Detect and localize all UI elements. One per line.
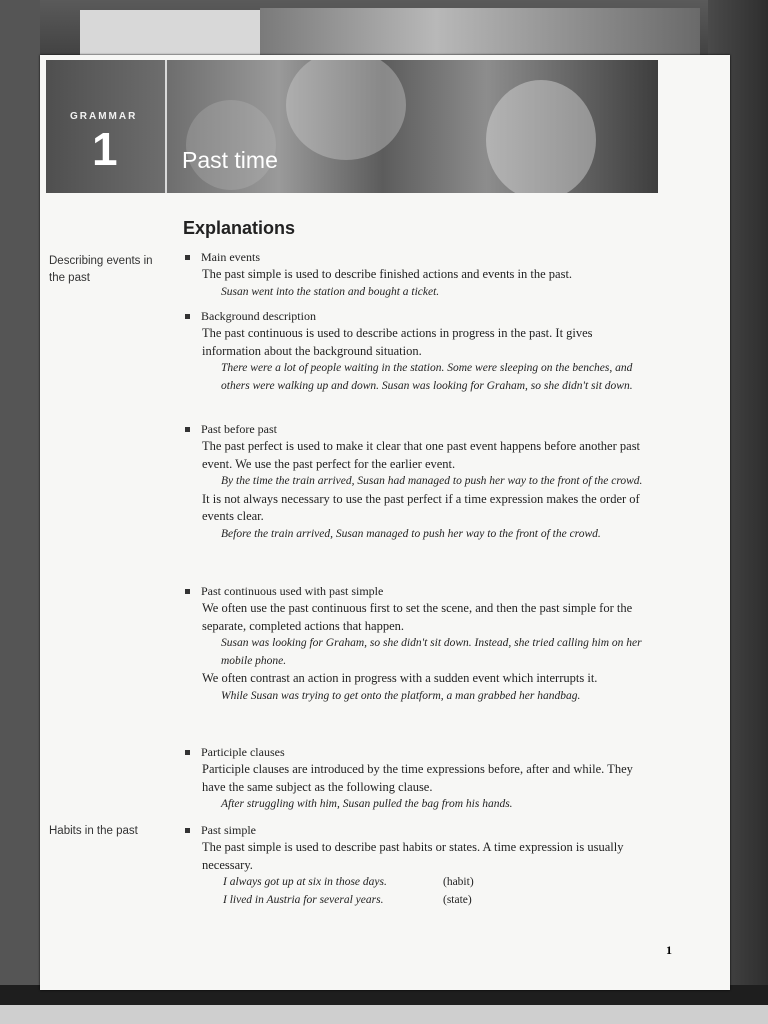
bullet-heading-text: Past before past	[201, 422, 277, 436]
side-label-habits: Habits in the past	[49, 825, 138, 837]
explanation-text: The past simple is used to describe past habits or states. A time expression is usually necessary.	[202, 840, 624, 872]
bullet-heading	[183, 744, 653, 761]
scan-shadow-strip	[260, 8, 700, 60]
example-tag: (state)	[443, 893, 472, 906]
banner-photo-shape	[186, 100, 276, 190]
bullet-heading-text: Past simple	[201, 823, 257, 837]
explanation-text-2: We often contrast an action in progress with a sudden event which interrupts it.	[202, 671, 598, 685]
explanation-text: The past simple is used to describe finished actions and events in the past.	[202, 267, 573, 281]
example-sentence-2: Before the train arrived, Susan managed to push her way to the front of the crowd.	[221, 527, 601, 540]
header-banner	[46, 60, 658, 193]
section-title: Explanations	[183, 218, 296, 238]
explanation-block	[183, 249, 653, 301]
explanation-block	[183, 421, 653, 543]
explanation-block	[183, 744, 653, 814]
explanation-block	[183, 308, 653, 395]
explanation-text: We often use the past continuous first to set the scene, and then the past simple for the separate, completed actions that happen.	[202, 601, 633, 633]
example-sentence: I lived in Austria for several years.	[223, 893, 384, 906]
bullet-heading	[183, 583, 653, 600]
scan-border-left	[0, 0, 40, 1024]
example-sentence: I always got up at six in those days.	[223, 876, 387, 888]
bullet-heading-text: Past continuous used with past simple	[201, 584, 384, 598]
explanation-text: The past perfect is used to make it clear that one past event happens before another past event. We use the past perfect for the earlier event.	[202, 439, 641, 471]
side-label-describing: Describing events in the past	[49, 255, 153, 284]
bullet-heading-text: Background description	[201, 309, 316, 323]
bullet-square-icon	[185, 255, 190, 260]
unit-title: Past time	[182, 147, 278, 173]
example-sentence: By the time the train arrived, Susan had managed to push her way to the front of the crowd.	[221, 475, 643, 487]
example-sentence: There were a lot of people waiting in the station. Some were sleeping on the benches, and others were walking up and down. Susan was looking for Graham, so she didn't sit down.	[221, 362, 633, 392]
explanation-text-2: It is not always necessary to use the past perfect if a time expression makes the order of events clear.	[202, 491, 640, 523]
banner-photo-shape	[286, 60, 406, 160]
example-row	[183, 874, 653, 892]
banner-photo-shape	[486, 80, 596, 193]
document-page	[40, 55, 730, 990]
bullet-heading	[183, 421, 653, 438]
explanation-text: The past continuous is used to describe actions in progress in the past. It gives information about the background situation.	[202, 326, 593, 358]
bullet-square-icon	[185, 427, 190, 432]
bullet-heading	[183, 822, 653, 839]
explanation-block	[183, 583, 653, 705]
bullet-square-icon	[185, 750, 190, 755]
scan-border-bottom-light	[0, 1005, 768, 1024]
example-row	[183, 892, 653, 910]
bullet-heading	[183, 249, 653, 266]
example-tag: (habit)	[443, 876, 474, 888]
explanation-text: Participle clauses are introduced by the time expressions before, after and while. They have the same subject as the following clause.	[202, 762, 633, 794]
page-number: 1	[666, 943, 672, 957]
bullet-square-icon	[185, 314, 190, 319]
banner-divider	[165, 60, 167, 193]
example-sentence: After struggling with him, Susan pulled the bag from his hands.	[221, 798, 513, 810]
bullet-heading-text: Main events	[201, 250, 260, 264]
unit-number: 1	[92, 123, 118, 175]
bullet-heading-text: Participle clauses	[201, 745, 285, 759]
example-sentence: Susan was looking for Graham, so she didn't sit down. Instead, she tried calling him on her mobile phone.	[221, 637, 642, 667]
example-sentence: Susan went into the station and bought a ticket.	[221, 285, 440, 298]
example-sentence-2: While Susan was trying to get onto the platform, a man grabbed her handbag.	[221, 689, 581, 702]
bullet-square-icon	[185, 589, 190, 594]
bullet-heading	[183, 308, 653, 325]
explanation-block	[183, 822, 653, 909]
bullet-square-icon	[185, 828, 190, 833]
grammar-label: GRAMMAR	[70, 111, 138, 122]
